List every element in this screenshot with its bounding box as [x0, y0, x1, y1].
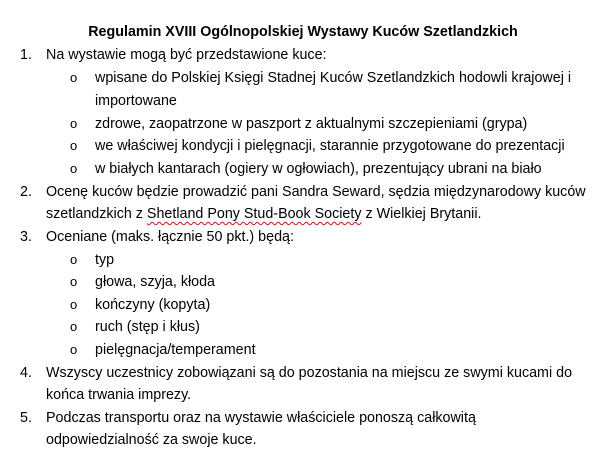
- item-number: 4.: [20, 365, 32, 381]
- subitem-text: wpisane do Polskiej Księgi Stadnej Kuców Szetlandzkich hodowli krajowej i: [95, 70, 572, 86]
- item-text: Podczas transportu oraz na wystawie właściciele ponoszą całkowitą: [46, 410, 476, 426]
- bullet-icon: o: [70, 70, 78, 85]
- subitem-text: kończyny (kopyta): [95, 297, 211, 313]
- organization-name: Shetland Pony Stud-Book Society: [146, 206, 362, 222]
- subitem-text: typ: [95, 252, 115, 268]
- item-number: 3.: [20, 229, 32, 245]
- item-text-continued: [46, 205, 481, 223]
- subitem-text: zdrowe, zaopatrzone w paszport z aktualnymi szczepieniami (grypa): [95, 116, 528, 132]
- subitem-text-continued: importowane: [95, 93, 177, 109]
- item-number: 1.: [20, 47, 32, 63]
- bullet-icon: o: [70, 297, 78, 312]
- subitem-text: we właściwej kondycji i pielęgnacji, starannie przygotowane do prezentacji: [95, 138, 565, 154]
- bullet-icon: o: [70, 161, 78, 176]
- bullet-icon: o: [70, 319, 78, 334]
- bullet-icon: o: [70, 252, 78, 267]
- document-title: Regulamin XVIII Ogólnopolskiej Wystawy Kuców Szetlandzkich: [88, 24, 518, 40]
- bullet-icon: o: [70, 116, 78, 131]
- item-number: 5.: [20, 410, 32, 426]
- subitem-text: w białych kantarach (ogiery w ogłowiach), prezentujący ubrani na biało: [95, 161, 542, 177]
- item-text: Na wystawie mogą być przedstawione kuce:: [46, 47, 327, 63]
- item-text: Oceniane (maks. łącznie 50 pkt.) będą:: [46, 229, 294, 245]
- item-text: Ocenę kuców będzie prowadzić pani Sandra Seward, sędzia międzynarodowy kuców: [46, 184, 586, 200]
- item-text-continued: końca trwania imprezy.: [46, 387, 192, 403]
- subitem-text: głowa, szyja, kłoda: [95, 274, 215, 290]
- bullet-icon: o: [70, 138, 78, 153]
- item-text-part: szetlandzkich z: [46, 206, 147, 222]
- item-text: Wszyscy uczestnicy zobowiązani są do pozostania na miejscu ze swymi kucami do: [46, 365, 573, 381]
- subitem-text: ruch (stęp i kłus): [95, 319, 200, 335]
- bullet-icon: o: [70, 274, 78, 289]
- subitem-text: pielęgnacja/temperament: [95, 342, 256, 358]
- item-text-part: z Wielkiej Brytanii.: [361, 206, 482, 222]
- item-number: 2.: [20, 184, 32, 200]
- bullet-icon: o: [70, 342, 78, 357]
- item-text-continued: odpowiedzialność za swoje kuce.: [46, 432, 257, 448]
